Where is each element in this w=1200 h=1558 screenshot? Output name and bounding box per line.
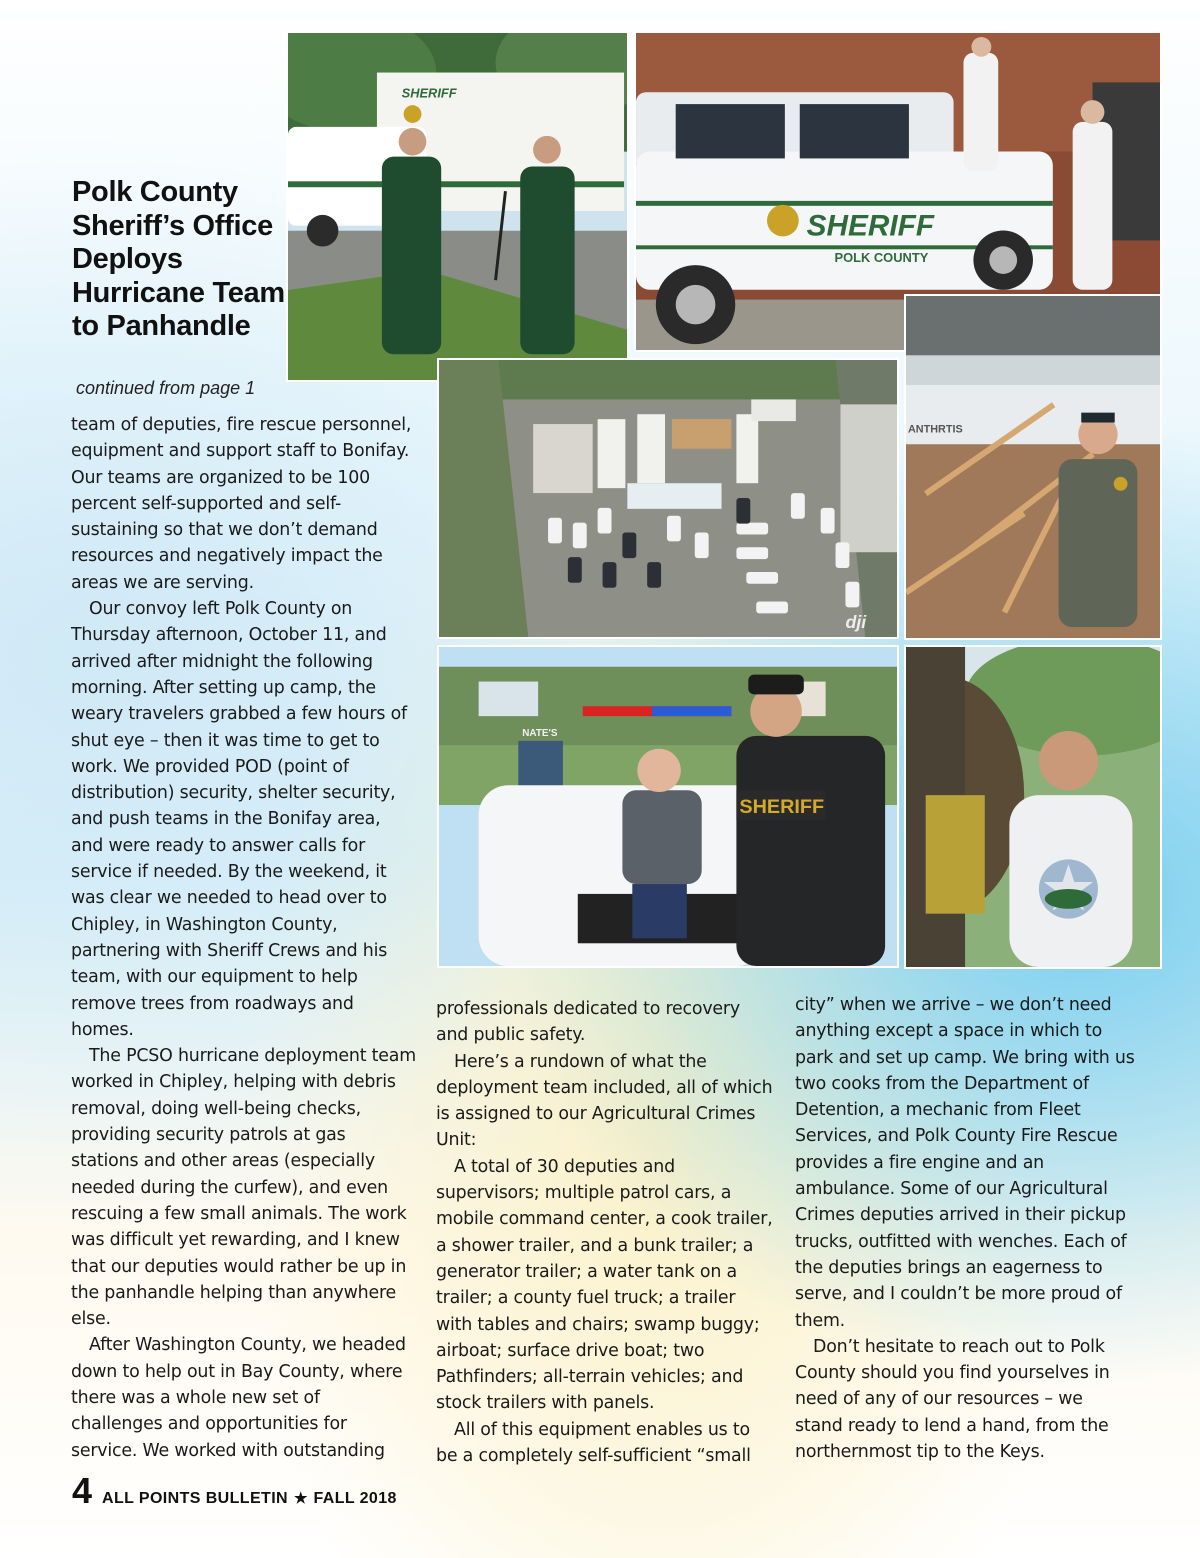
paragraph: city” when we arrive – we don’t need anything except a space in which to park and set up camp. We bring with us two cooks from the Department of Detention, a mechanic from Fleet Services, and Polk County Fire Rescue provides a fire engine and an ambulance. Some of our Agricultural Crimes deputies arrived in their pickup trucks, outfitted with wenches. Each of the deputies brings an eagerness to serve, and I couldn’t be more proud of them. [795, 995, 1135, 1331]
issue-season: FALL 2018 [313, 1490, 397, 1507]
truck-sheriff-text: SHERIFF [806, 209, 935, 243]
magazine-name: ALL POINTS BULLETIN [102, 1490, 288, 1507]
paragraph: professionals dedicated to recovery and public safety. [436, 999, 740, 1046]
text-column-1 [71, 412, 416, 1464]
paragraph: The PCSO hurricane deployment team worked in Chipley, helping with debris removal, doing well-being checks, providing security patrols at gas stations and other areas (especially needed during the curfew), and even rescuing a few small animals. The work was difficult yet rewarding, and I knew that our deputies would rather be up in the panhandle helping than anywhere else. [71, 1046, 416, 1330]
article-headline: Polk County Sheriff’s Office Deploys Hurricane Team to Panhandle [72, 176, 285, 342]
photo-debris-worker [904, 645, 1162, 969]
continued-note: continued from page 1 [76, 378, 256, 398]
page-number: 4 [72, 1470, 93, 1511]
page-footer [72, 1470, 397, 1512]
drone-watermark: dji [845, 612, 867, 633]
truck-county-text: POLK COUNTY [834, 250, 929, 266]
trailer-sheriff-text: SHERIFF [401, 85, 457, 101]
paragraph: Don’t hesitate to reach out to Polk County should you find yourselves in need of any of our resources – we stand ready to lend a hand, from the northernmost tip to the Keys. [795, 1336, 1110, 1463]
storefront-text: ANTHRTIS [907, 423, 963, 436]
photo-aerial-camp [437, 358, 899, 639]
paragraph: A total of 30 deputies and supervisors; multiple patrol cars, a mobile command center, a cook trailer, a shower trailer, and a bunk trailer; a generator trailer; a water tank on a trailer; a county fuel truck; a trailer with tables and chairs; swamp buggy; airboat; surface drive boat; two Pathfinders; all-terrain vehicles; and stock trailers with panels. [436, 1156, 773, 1414]
paragraph: After Washington County, we headed down to help out in Bay County, where there was a whole new set of challenges and opportunities for service. We worked with outstanding [71, 1335, 406, 1461]
star-icon: ★ [294, 1490, 308, 1507]
photo-storm-damage [904, 294, 1162, 640]
text-column-2 [436, 996, 776, 1469]
paragraph: Our convoy left Polk County on Thursday afternoon, October 11, and arrived after midnight the following morning. After setting up camp, the weary travelers grabbed a few hours of shut eye – then it was time to get to work. We provided POD (point of distribution) security, shelter security, and push teams in the Bonifay area, and were ready to answer calls for service if needed. By the weekend, it was clear we needed to head over to Chipley, in Washington County, partnering with Sheriff Crews and his team, with our equipment to help remove trees from roadways and homes. [71, 599, 407, 1040]
paragraph: Here’s a rundown of what the deployment team included, all of which is assigned to our Agricultural Crimes Unit: [436, 1051, 773, 1151]
vest-sheriff-text: SHERIFF [739, 795, 825, 818]
photo-command-trailer [286, 31, 629, 382]
text-column-3 [795, 992, 1135, 1465]
trash-bin-text: NATE'S [522, 727, 558, 739]
photo-deputy-child [437, 645, 899, 968]
paragraph: team of deputies, fire rescue personnel, equipment and support staff to Bonifay. Our teams are organized to be 100 percent self-supported and self-sustaining so that we don’t demand resources and negatively impact the areas we are serving. [71, 415, 412, 593]
paragraph: All of this equipment enables us to be a completely self-sufficient “small [436, 1419, 751, 1467]
